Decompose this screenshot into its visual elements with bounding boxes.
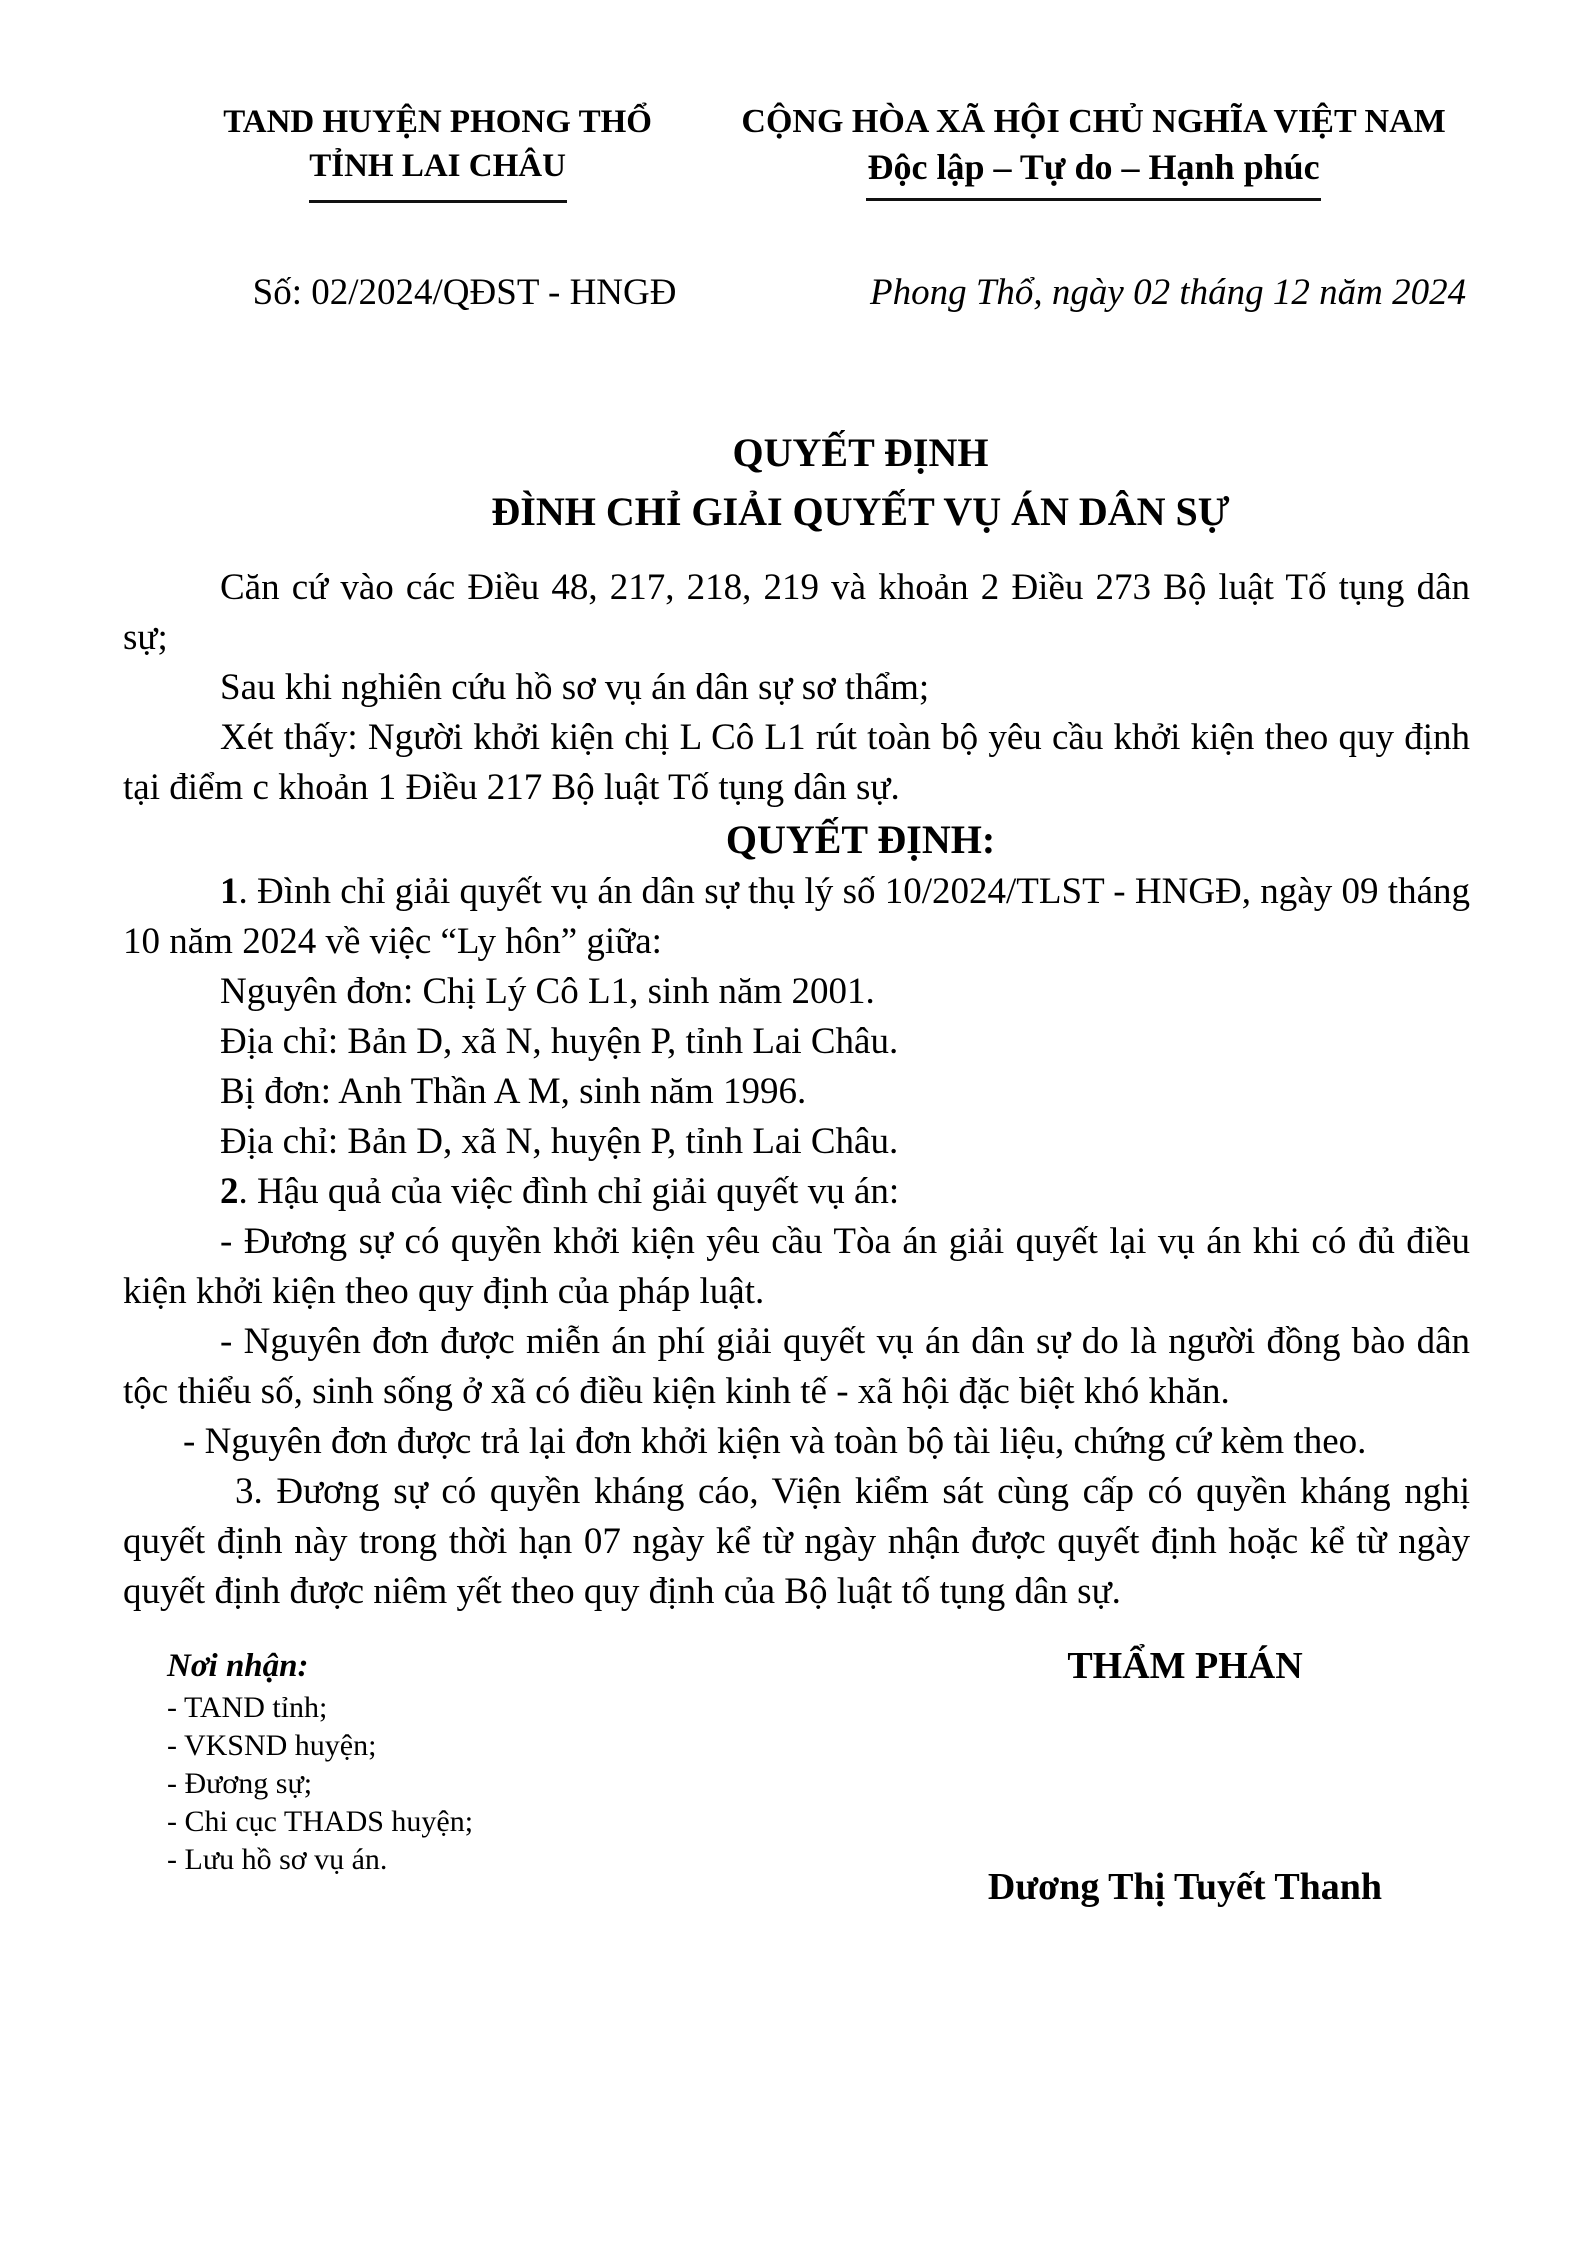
decision-item-1 — [123, 867, 1470, 967]
decision-item-2-number: 2 — [220, 1171, 239, 1212]
judge-signature-block — [900, 1643, 1470, 1910]
decision-item-2 — [123, 1167, 1470, 1217]
party-line: Nguyên đơn: Chị Lý Cô L1, sinh năm 2001. — [220, 971, 875, 1012]
consequence-line: - Nguyên đơn được trả lại đơn khởi kiện và toàn bộ tài liệu, chứng cứ kèm theo. — [183, 1421, 1367, 1462]
recipient-item: - Lưu hồ sơ vụ án. — [167, 1843, 388, 1876]
case-number: Số: 02/2024/QĐST - HNGĐ — [252, 272, 677, 313]
party-line: Bị đơn: Anh Thần A M, sinh năm 1996. — [220, 1071, 807, 1112]
court-name-underline — [309, 200, 567, 203]
signature-section — [123, 1643, 1470, 1910]
consequence-line: - Đương sự có quyền khởi kiện yêu cầu Tòa án giải quyết lại vụ án khi có đủ điều kiện khởi kiện theo quy định của pháp luật. — [123, 1221, 1470, 1312]
decision-item-3: 3. Đương sự có quyền kháng cáo, Viện kiểm sát cùng cấp có quyền kháng nghị quyết định này trong thời hạn 07 ngày kể từ ngày nhận được quyết định hoặc kể từ ngày quyết định được niêm yết theo quy định của Bộ luật tố tụng dân sự. — [123, 1471, 1470, 1612]
issuing-court-block — [168, 100, 707, 203]
national-title: CỘNG HÒA XÃ HỘI CHỦ NGHĨA VIỆT NAM — [741, 103, 1446, 140]
judge-name: Dương Thị Tuyết Thanh — [987, 1866, 1383, 1908]
decision-item-2-text: . Hậu quả của việc đình chỉ giải quyết vụ án: — [238, 1171, 900, 1212]
recipient-item: - Chi cục THADS huyện; — [167, 1805, 474, 1838]
court-name-line2: TỈNH LAI CHÂU — [309, 148, 566, 184]
judge-title: THẨM PHÁN — [1067, 1645, 1303, 1687]
reference-row — [123, 268, 1470, 318]
court-name-line1: TAND HUYỆN PHONG THỔ — [223, 104, 652, 140]
document-body — [123, 563, 1470, 1617]
preamble-paragraph: Căn cứ vào các Điều 48, 217, 218, 219 và khoản 2 Điều 273 Bộ luật Tố tụng dân sự; — [123, 567, 1470, 658]
decision-item-1-number: 1 — [220, 871, 239, 912]
decision-item-1-text: . Đình chỉ giải quyết vụ án dân sự thụ lý số 10/2024/TLST - HNGĐ, ngày 09 tháng 10 năm 2024 về việc “Ly hôn” giữa: — [123, 871, 1470, 962]
decision-heading: QUYẾT ĐỊNH: — [725, 817, 996, 862]
recipients-label: Nơi nhận: — [167, 1648, 309, 1684]
recipients-block — [167, 1643, 473, 1879]
consequence-line: - Nguyên đơn được miễn án phí giải quyết vụ án dân sự do là người đồng bào dân tộc thiểu số, sinh sống ở xã có điều kiện kinh tế - xã hội đặc biệt khó khăn. — [123, 1321, 1470, 1412]
recipient-item: - VKSND huyện; — [167, 1729, 377, 1762]
preamble-paragraph: Xét thấy: Người khởi kiện chị L Cô L1 rút toàn bộ yêu cầu khởi kiện theo quy định tại điểm c khoản 1 Điều 217 Bộ luật Tố tụng dân sự. — [123, 717, 1470, 808]
national-motto-block — [717, 100, 1470, 201]
place-and-date: Phong Thổ, ngày 02 tháng 12 năm 2024 — [870, 272, 1467, 313]
party-line: Địa chỉ: Bản D, xã N, huyện P, tỉnh Lai Châu. — [220, 1021, 899, 1062]
document-title-line1: QUYẾT ĐỊNH — [732, 430, 989, 475]
document-header — [123, 100, 1470, 203]
preamble-paragraph: Sau khi nghiên cứu hồ sơ vụ án dân sự sơ thẩm; — [220, 667, 930, 708]
recipient-item: - TAND tỉnh; — [167, 1691, 328, 1724]
party-line: Địa chỉ: Bản D, xã N, huyện P, tỉnh Lai Châu. — [220, 1121, 899, 1162]
national-motto: Độc lập – Tự do – Hạnh phúc — [867, 147, 1320, 187]
national-motto-underline — [866, 198, 1321, 201]
recipient-item: - Đương sự; — [167, 1767, 313, 1800]
document-title — [123, 423, 1470, 541]
document-title-line2: ĐÌNH CHỈ GIẢI QUYẾT VỤ ÁN DÂN SỰ — [491, 489, 1230, 534]
